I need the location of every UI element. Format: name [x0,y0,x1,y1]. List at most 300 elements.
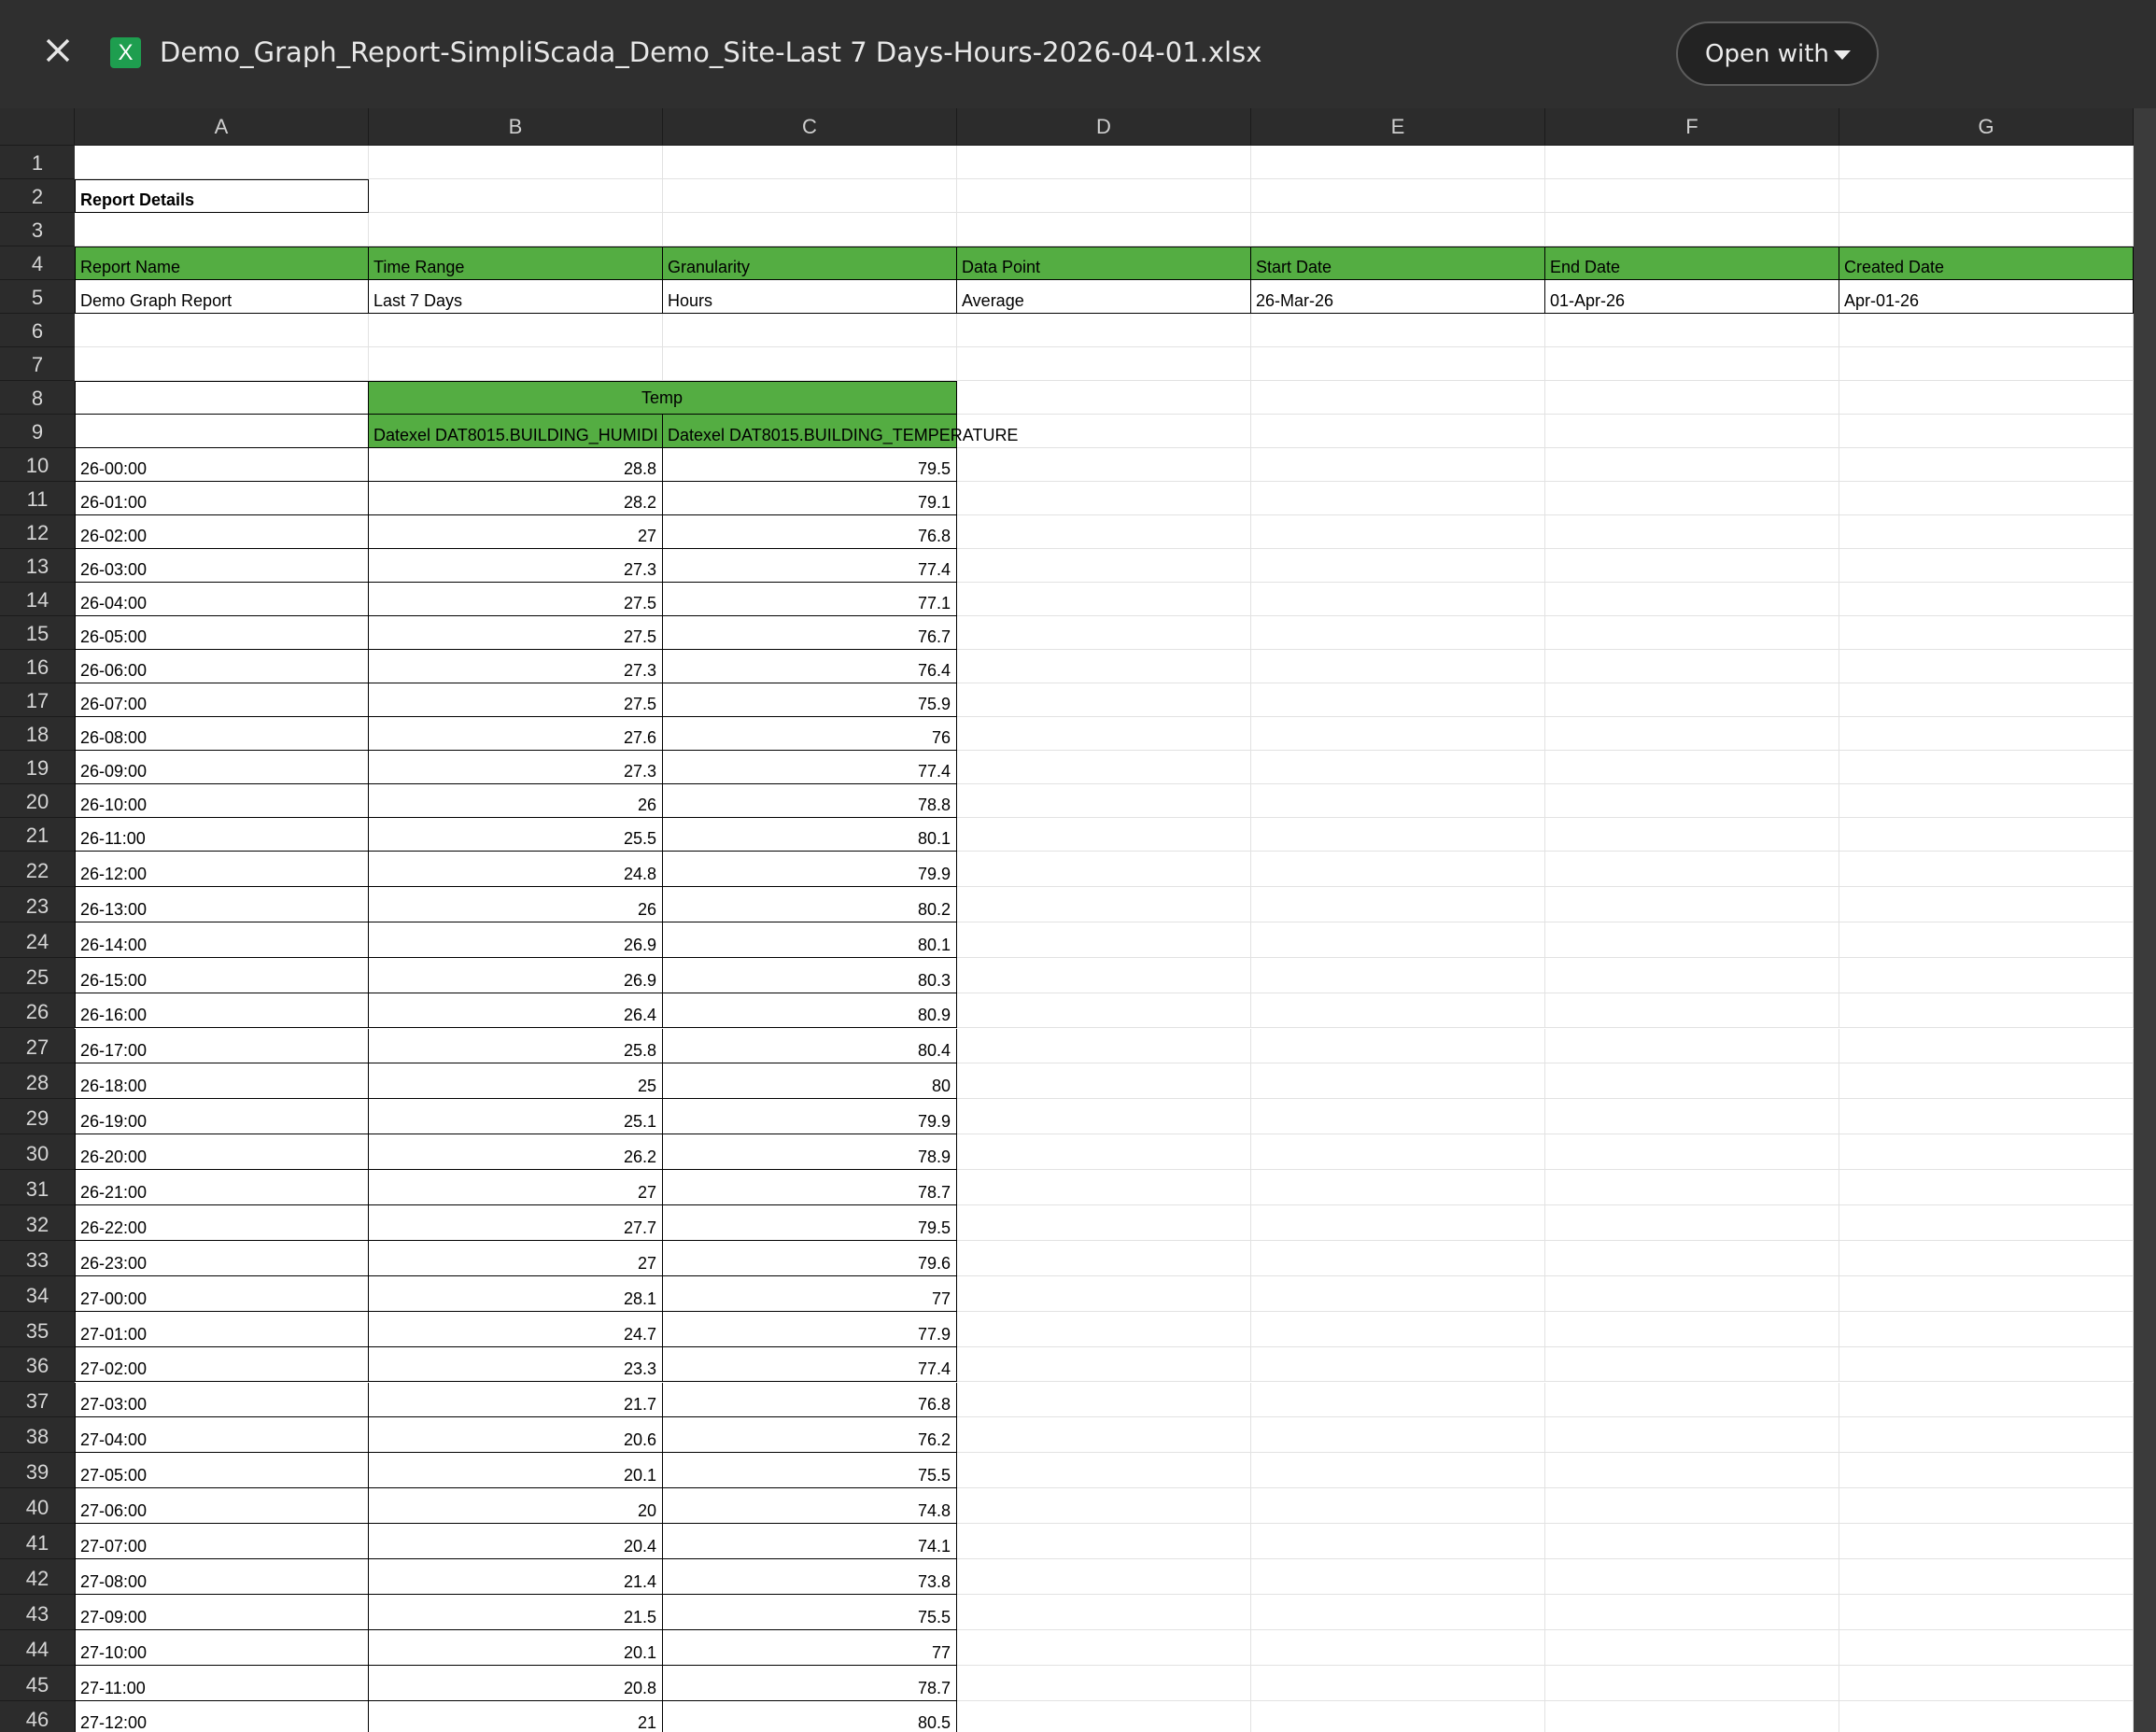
series-header-temperature[interactable] [663,415,1019,448]
humidity-value-cell[interactable] [369,1134,663,1170]
row-header-8[interactable]: 8 [0,381,75,415]
row-header-17[interactable]: 17 [0,683,75,717]
empty-cell[interactable] [1545,347,1839,381]
empty-cell[interactable] [1545,887,1839,922]
empty-cell[interactable] [957,314,1251,347]
timestamp-cell[interactable] [75,1453,369,1488]
row-header-1[interactable]: 1 [0,146,75,179]
timestamp-cell[interactable] [75,616,369,650]
row-header-10[interactable]: 10 [0,448,75,482]
row-header-35[interactable]: 35 [0,1312,75,1347]
empty-cell[interactable] [1839,751,2134,784]
select-all-corner[interactable] [0,108,75,146]
temperature-value-cell[interactable] [663,1559,957,1595]
row-header-31[interactable]: 31 [0,1170,75,1205]
empty-cell[interactable] [663,179,957,213]
empty-cell[interactable] [663,146,957,179]
temperature-value-cell[interactable] [663,1134,957,1170]
timestamp-cell[interactable] [75,1559,369,1595]
empty-cell[interactable] [1251,717,1545,751]
temperature-value-cell[interactable] [663,482,957,515]
empty-cell[interactable] [1545,818,1839,852]
row-header-25[interactable]: 25 [0,958,75,993]
empty-cell[interactable] [75,146,369,179]
temperature-value-cell[interactable] [663,1383,957,1418]
timestamp-cell[interactable] [75,1347,369,1383]
row-header-21[interactable]: 21 [0,818,75,852]
empty-cell[interactable] [1545,1347,1839,1383]
empty-cell[interactable] [1839,1205,2134,1241]
empty-cell[interactable] [957,1029,1251,1064]
humidity-value-cell[interactable] [369,887,663,922]
temperature-value-cell[interactable] [663,1524,957,1559]
empty-cell[interactable] [1839,1559,2134,1595]
series-header-humidity[interactable] [369,415,663,448]
empty-cell[interactable] [1839,1524,2134,1559]
temperature-value-cell[interactable] [663,650,957,683]
empty-cell[interactable] [1251,1666,1545,1701]
row-header-2[interactable]: 2 [0,179,75,213]
timestamp-cell[interactable] [75,1241,369,1276]
temperature-value-cell[interactable] [663,818,957,852]
empty-cell[interactable] [1545,1241,1839,1276]
empty-cell[interactable] [1545,1417,1839,1453]
empty-cell[interactable] [1545,683,1839,717]
empty-cell[interactable] [1839,1029,2134,1064]
row-header-37[interactable]: 37 [0,1383,75,1418]
timestamp-cell[interactable] [75,993,369,1029]
empty-cell[interactable] [1545,179,1839,213]
row-header-45[interactable]: 45 [0,1666,75,1701]
report-header-cell[interactable] [369,246,663,280]
row-header-20[interactable]: 20 [0,784,75,818]
empty-cell[interactable] [957,146,1251,179]
report-value-cell[interactable] [75,280,369,314]
report-header-cell[interactable] [1839,246,2134,280]
timestamp-cell[interactable] [75,1276,369,1312]
timestamp-cell[interactable] [75,1524,369,1559]
humidity-value-cell[interactable] [369,922,663,958]
empty-cell[interactable] [1251,1701,1545,1732]
row-header-36[interactable]: 36 [0,1347,75,1383]
temperature-value-cell[interactable] [663,1312,957,1347]
report-value-cell[interactable] [1545,280,1839,314]
empty-cell[interactable] [1545,1063,1839,1099]
humidity-value-cell[interactable] [369,1099,663,1134]
empty-cell[interactable] [1251,1559,1545,1595]
empty-cell[interactable] [1839,887,2134,922]
empty-cell[interactable] [1251,650,1545,683]
temperature-value-cell[interactable] [663,993,957,1029]
temperature-value-cell[interactable] [663,1595,957,1630]
timestamp-cell[interactable] [75,482,369,515]
empty-cell[interactable] [1839,146,2134,179]
humidity-value-cell[interactable] [369,583,663,616]
humidity-value-cell[interactable] [369,1701,663,1732]
empty-cell[interactable] [957,515,1251,549]
empty-cell[interactable] [957,179,1251,213]
row-header-32[interactable]: 32 [0,1205,75,1241]
empty-cell[interactable] [1251,381,1545,415]
row-header-24[interactable]: 24 [0,922,75,958]
timestamp-cell[interactable] [75,1134,369,1170]
report-header-cell[interactable] [1251,246,1545,280]
temperature-value-cell[interactable] [663,784,957,818]
humidity-value-cell[interactable] [369,993,663,1029]
empty-cell[interactable] [1839,852,2134,887]
empty-cell[interactable] [1251,1524,1545,1559]
humidity-value-cell[interactable] [369,1347,663,1383]
temperature-value-cell[interactable] [663,887,957,922]
timestamp-cell[interactable] [75,1666,369,1701]
empty-cell[interactable] [1839,381,2134,415]
empty-cell[interactable] [957,852,1251,887]
humidity-value-cell[interactable] [369,1595,663,1630]
empty-cell[interactable] [1251,482,1545,515]
humidity-value-cell[interactable] [369,852,663,887]
humidity-value-cell[interactable] [369,1276,663,1312]
empty-cell[interactable] [957,784,1251,818]
empty-cell[interactable] [1251,818,1545,852]
spreadsheet-preview[interactable] [0,108,2134,1732]
empty-cell[interactable] [1839,1312,2134,1347]
temperature-value-cell[interactable] [663,683,957,717]
empty-cell[interactable] [957,1666,1251,1701]
humidity-value-cell[interactable] [369,784,663,818]
column-header-f[interactable]: F [1545,108,1839,146]
timestamp-cell[interactable] [75,852,369,887]
empty-cell[interactable] [1251,1595,1545,1630]
empty-cell[interactable] [957,347,1251,381]
empty-cell[interactable] [1251,1029,1545,1064]
humidity-value-cell[interactable] [369,616,663,650]
empty-cell[interactable] [1545,958,1839,993]
empty-cell[interactable] [1251,347,1545,381]
temperature-value-cell[interactable] [663,1417,957,1453]
empty-cell[interactable] [1839,922,2134,958]
timestamp-cell[interactable] [75,751,369,784]
row-header-27[interactable]: 27 [0,1029,75,1064]
empty-cell[interactable] [957,1595,1251,1630]
humidity-value-cell[interactable] [369,1241,663,1276]
empty-cell[interactable] [369,314,663,347]
timestamp-cell[interactable] [75,818,369,852]
empty-cell[interactable] [1251,415,1545,448]
empty-cell[interactable] [1545,1170,1839,1205]
empty-cell[interactable] [1839,784,2134,818]
empty-cell[interactable] [957,650,1251,683]
report-header-cell[interactable] [957,246,1251,280]
temperature-value-cell[interactable] [663,1241,957,1276]
empty-cell[interactable] [1545,993,1839,1029]
empty-cell[interactable] [1251,549,1545,583]
empty-cell[interactable] [957,1630,1251,1666]
humidity-value-cell[interactable] [369,482,663,515]
empty-cell[interactable] [1545,549,1839,583]
empty-cell[interactable] [1251,1170,1545,1205]
humidity-value-cell[interactable] [369,448,663,482]
empty-cell[interactable] [1545,583,1839,616]
empty-cell[interactable] [75,314,369,347]
empty-cell[interactable] [1251,314,1545,347]
empty-cell[interactable] [1545,1595,1839,1630]
empty-cell[interactable] [1251,922,1545,958]
empty-cell[interactable] [957,549,1251,583]
empty-cell[interactable] [1545,314,1839,347]
empty-cell[interactable] [1545,616,1839,650]
report-value-cell[interactable] [369,280,663,314]
report-value-cell[interactable] [1251,280,1545,314]
timestamp-cell[interactable] [75,1170,369,1205]
empty-cell[interactable] [1839,650,2134,683]
empty-cell[interactable] [957,1347,1251,1383]
empty-cell[interactable] [957,1312,1251,1347]
row-header-12[interactable]: 12 [0,515,75,549]
close-button[interactable] [37,30,78,71]
empty-cell[interactable] [1839,213,2134,246]
empty-cell[interactable] [1839,549,2134,583]
timestamp-cell[interactable] [75,717,369,751]
empty-cell[interactable] [1251,1241,1545,1276]
empty-cell[interactable] [957,1205,1251,1241]
humidity-value-cell[interactable] [369,1312,663,1347]
temperature-value-cell[interactable] [663,1630,957,1666]
humidity-value-cell[interactable] [369,751,663,784]
empty-cell[interactable] [1839,415,2134,448]
temperature-value-cell[interactable] [663,852,957,887]
row-header-40[interactable]: 40 [0,1488,75,1524]
empty-cell[interactable] [1251,887,1545,922]
timestamp-cell[interactable] [75,515,369,549]
empty-cell[interactable] [957,482,1251,515]
empty-cell[interactable] [1839,993,2134,1029]
timestamp-cell[interactable] [75,784,369,818]
empty-cell[interactable] [369,146,663,179]
empty-cell[interactable] [1251,1276,1545,1312]
empty-cell[interactable] [1251,213,1545,246]
empty-cell[interactable] [1545,448,1839,482]
empty-cell[interactable] [663,347,957,381]
humidity-value-cell[interactable] [369,1630,663,1666]
humidity-value-cell[interactable] [369,1488,663,1524]
row-header-39[interactable]: 39 [0,1453,75,1488]
row-header-5[interactable]: 5 [0,280,75,314]
empty-cell[interactable] [1545,1099,1839,1134]
empty-cell[interactable] [957,818,1251,852]
row-header-22[interactable]: 22 [0,852,75,887]
open-with-button[interactable] [1676,21,1879,86]
empty-cell[interactable] [1251,448,1545,482]
report-value-cell[interactable] [957,280,1251,314]
empty-cell[interactable] [1839,1595,2134,1630]
empty-cell[interactable] [1251,1453,1545,1488]
empty-cell[interactable] [1839,448,2134,482]
empty-cell[interactable] [1545,1029,1839,1064]
row-header-38[interactable]: 38 [0,1417,75,1453]
empty-cell[interactable] [1251,1383,1545,1418]
empty-cell[interactable] [957,1453,1251,1488]
row-header-11[interactable]: 11 [0,482,75,515]
column-header-d[interactable]: D [957,108,1251,146]
empty-cell[interactable] [957,583,1251,616]
empty-cell[interactable] [1251,993,1545,1029]
report-header-cell[interactable] [1545,246,1839,280]
empty-cell[interactable] [369,179,663,213]
empty-cell[interactable] [1251,1347,1545,1383]
empty-cell[interactable] [75,213,369,246]
row-header-30[interactable]: 30 [0,1134,75,1170]
empty-cell[interactable] [957,1063,1251,1099]
empty-cell[interactable] [1545,1701,1839,1732]
empty-cell[interactable] [1251,515,1545,549]
timestamp-cell[interactable] [75,1099,369,1134]
humidity-value-cell[interactable] [369,1559,663,1595]
empty-cell[interactable] [957,1383,1251,1418]
row-header-3[interactable]: 3 [0,213,75,246]
empty-cell[interactable] [1251,1417,1545,1453]
empty-cell[interactable] [957,751,1251,784]
humidity-value-cell[interactable] [369,1170,663,1205]
empty-cell[interactable] [1545,1524,1839,1559]
temperature-value-cell[interactable] [663,1453,957,1488]
row-header-34[interactable]: 34 [0,1276,75,1312]
empty-cell[interactable] [1839,1630,2134,1666]
empty-cell[interactable] [369,213,663,246]
empty-cell[interactable] [1545,1453,1839,1488]
empty-cell[interactable] [663,314,957,347]
row-header-13[interactable]: 13 [0,549,75,583]
empty-cell[interactable] [1545,381,1839,415]
empty-cell[interactable] [1545,213,1839,246]
empty-cell[interactable] [957,958,1251,993]
timestamp-cell[interactable] [75,1701,369,1732]
row-header-9[interactable]: 9 [0,415,75,448]
temperature-value-cell[interactable] [663,1029,957,1064]
empty-cell[interactable] [1251,683,1545,717]
row-header-19[interactable]: 19 [0,751,75,784]
empty-cell[interactable] [1839,818,2134,852]
humidity-value-cell[interactable] [369,1063,663,1099]
empty-cell[interactable] [1545,1205,1839,1241]
empty-cell[interactable] [1545,1559,1839,1595]
empty-cell[interactable] [1251,1630,1545,1666]
report-value-cell[interactable] [1839,280,2134,314]
empty-cell[interactable] [1251,1063,1545,1099]
row-header-23[interactable]: 23 [0,887,75,922]
empty-cell[interactable] [1251,1205,1545,1241]
empty-cell[interactable] [1839,1170,2134,1205]
temperature-value-cell[interactable] [663,1205,957,1241]
row-header-41[interactable]: 41 [0,1524,75,1559]
temperature-value-cell[interactable] [663,1099,957,1134]
timestamp-cell[interactable] [75,1488,369,1524]
timestamp-cell[interactable] [75,1595,369,1630]
empty-cell[interactable] [1839,616,2134,650]
empty-cell[interactable] [1839,1241,2134,1276]
empty-cell[interactable] [663,213,957,246]
empty-cell[interactable] [1251,1134,1545,1170]
row-header-29[interactable]: 29 [0,1099,75,1134]
humidity-value-cell[interactable] [369,1666,663,1701]
empty-cell[interactable] [1839,1488,2134,1524]
row-header-4[interactable]: 4 [0,246,75,280]
timestamp-cell[interactable] [75,1630,369,1666]
empty-cell[interactable] [957,1701,1251,1732]
row-header-18[interactable]: 18 [0,717,75,751]
temperature-value-cell[interactable] [663,583,957,616]
empty-cell[interactable] [1545,922,1839,958]
empty-cell[interactable] [957,1099,1251,1134]
empty-cell[interactable] [957,1276,1251,1312]
empty-cell[interactable] [1839,1134,2134,1170]
report-value-cell[interactable] [663,280,957,314]
humidity-value-cell[interactable] [369,515,663,549]
empty-cell[interactable] [1545,415,1839,448]
empty-cell[interactable] [1251,583,1545,616]
timestamp-cell[interactable] [75,1029,369,1064]
column-header-b[interactable]: B [369,108,663,146]
empty-cell[interactable] [1839,1383,2134,1418]
row-header-15[interactable]: 15 [0,616,75,650]
timestamp-cell[interactable] [75,1063,369,1099]
empty-cell[interactable] [1545,1276,1839,1312]
empty-cell[interactable] [1545,515,1839,549]
empty-cell[interactable] [1839,1276,2134,1312]
humidity-value-cell[interactable] [369,1524,663,1559]
empty-cell[interactable] [957,1170,1251,1205]
temperature-value-cell[interactable] [663,1347,957,1383]
empty-cell[interactable] [1251,958,1545,993]
row-header-42[interactable]: 42 [0,1559,75,1595]
empty-cell[interactable] [1545,482,1839,515]
report-header-cell[interactable] [663,246,957,280]
humidity-value-cell[interactable] [369,958,663,993]
temperature-value-cell[interactable] [663,1170,957,1205]
empty-cell[interactable] [957,213,1251,246]
humidity-value-cell[interactable] [369,1029,663,1064]
empty-cell[interactable] [957,1241,1251,1276]
empty-cell[interactable] [1545,751,1839,784]
row-header-28[interactable]: 28 [0,1063,75,1099]
column-header-a[interactable]: A [75,108,369,146]
humidity-value-cell[interactable] [369,1453,663,1488]
timestamp-cell[interactable] [75,887,369,922]
row-header-16[interactable]: 16 [0,650,75,683]
empty-cell[interactable] [957,1417,1251,1453]
column-header-e[interactable]: E [1251,108,1545,146]
empty-cell[interactable] [1251,751,1545,784]
row-header-43[interactable]: 43 [0,1595,75,1630]
temperature-value-cell[interactable] [663,549,957,583]
timestamp-cell[interactable] [75,1205,369,1241]
row-header-44[interactable]: 44 [0,1630,75,1666]
empty-cell[interactable] [957,1559,1251,1595]
timestamp-cell[interactable] [75,922,369,958]
timestamp-cell[interactable] [75,1383,369,1418]
temperature-value-cell[interactable] [663,922,957,958]
empty-cell[interactable] [957,717,1251,751]
humidity-value-cell[interactable] [369,549,663,583]
row-header-14[interactable]: 14 [0,583,75,616]
empty-cell[interactable] [1545,717,1839,751]
empty-cell[interactable] [1251,616,1545,650]
humidity-value-cell[interactable] [369,683,663,717]
temperature-value-cell[interactable] [663,1701,957,1732]
temperature-value-cell[interactable] [663,515,957,549]
empty-cell[interactable] [1839,1417,2134,1453]
column-header-c[interactable]: C [663,108,957,146]
empty-cell[interactable] [1839,683,2134,717]
